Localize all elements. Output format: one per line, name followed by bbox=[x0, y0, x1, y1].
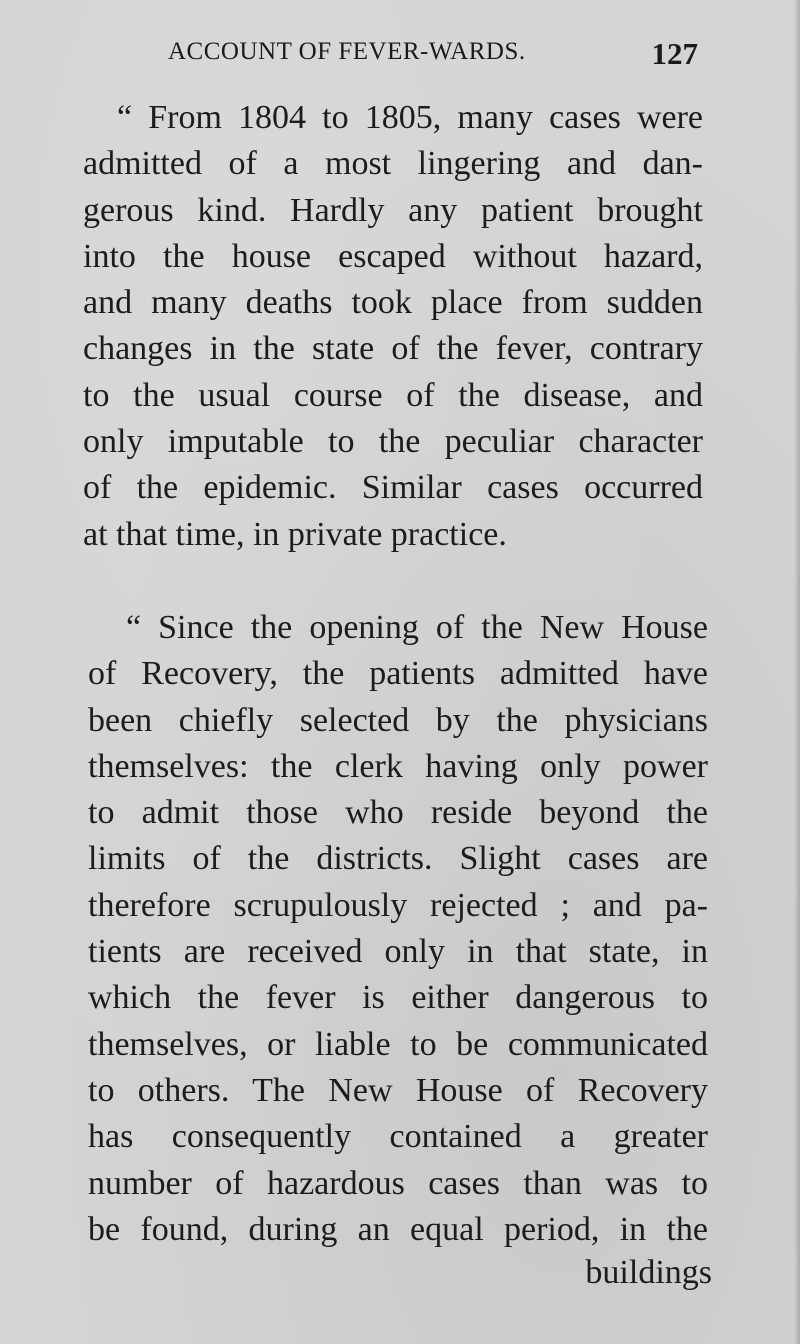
text-line: “ Since the opening of the New House bbox=[126, 609, 708, 646]
text-line: number of hazardous cases than was to bbox=[88, 1164, 708, 1202]
text-line: gerous kind. Hardly any patient brought bbox=[83, 191, 703, 229]
running-head bbox=[168, 36, 698, 76]
page-edge-shadow bbox=[794, 0, 800, 1344]
text-line: themselves, or liable to be communicated bbox=[88, 1025, 708, 1063]
text-line: limits of the districts. Slight cases are bbox=[88, 840, 708, 878]
text-line: themselves: the clerk having only power bbox=[88, 747, 708, 785]
text-line: “ From 1804 to 1805, many cases were bbox=[117, 99, 703, 136]
text-line: to the usual course of the disease, and bbox=[83, 376, 703, 414]
text-line: into the house escaped without hazard, bbox=[83, 237, 703, 275]
paragraph-1 bbox=[83, 95, 703, 558]
text-line: admitted of a most lingering and dan- bbox=[83, 145, 703, 183]
text-line: which the fever is either dangerous to bbox=[88, 979, 708, 1017]
text-line: to admit those who reside beyond the bbox=[88, 794, 708, 832]
text-line: be found, during an equal period, in the bbox=[88, 1210, 708, 1248]
text-line: at that time, in private practice. bbox=[83, 515, 507, 553]
running-title: ACCOUNT OF FEVER-WARDS. bbox=[168, 38, 526, 65]
catchword: buildings bbox=[585, 1254, 712, 1291]
text-line: of the epidemic. Similar cases occurred bbox=[83, 469, 703, 507]
text-line: tients are received only in that state, in bbox=[88, 933, 708, 971]
text-line: has consequently contained a greater bbox=[88, 1118, 708, 1156]
page-number: 127 bbox=[651, 36, 698, 71]
paragraph-2 bbox=[88, 605, 708, 1253]
text-line: to others. The New House of Recovery bbox=[88, 1071, 708, 1109]
text-line: and many deaths took place from sudden bbox=[83, 284, 703, 322]
text-line: changes in the state of the fever, contrary bbox=[83, 330, 703, 368]
text-line: only imputable to the peculiar character bbox=[83, 423, 703, 461]
text-line: been chiefly selected by the physicians bbox=[88, 701, 708, 739]
text-line: of Recovery, the patients admitted have bbox=[88, 655, 708, 693]
text-line: therefore scrupulously rejected ; and pa- bbox=[88, 886, 708, 924]
